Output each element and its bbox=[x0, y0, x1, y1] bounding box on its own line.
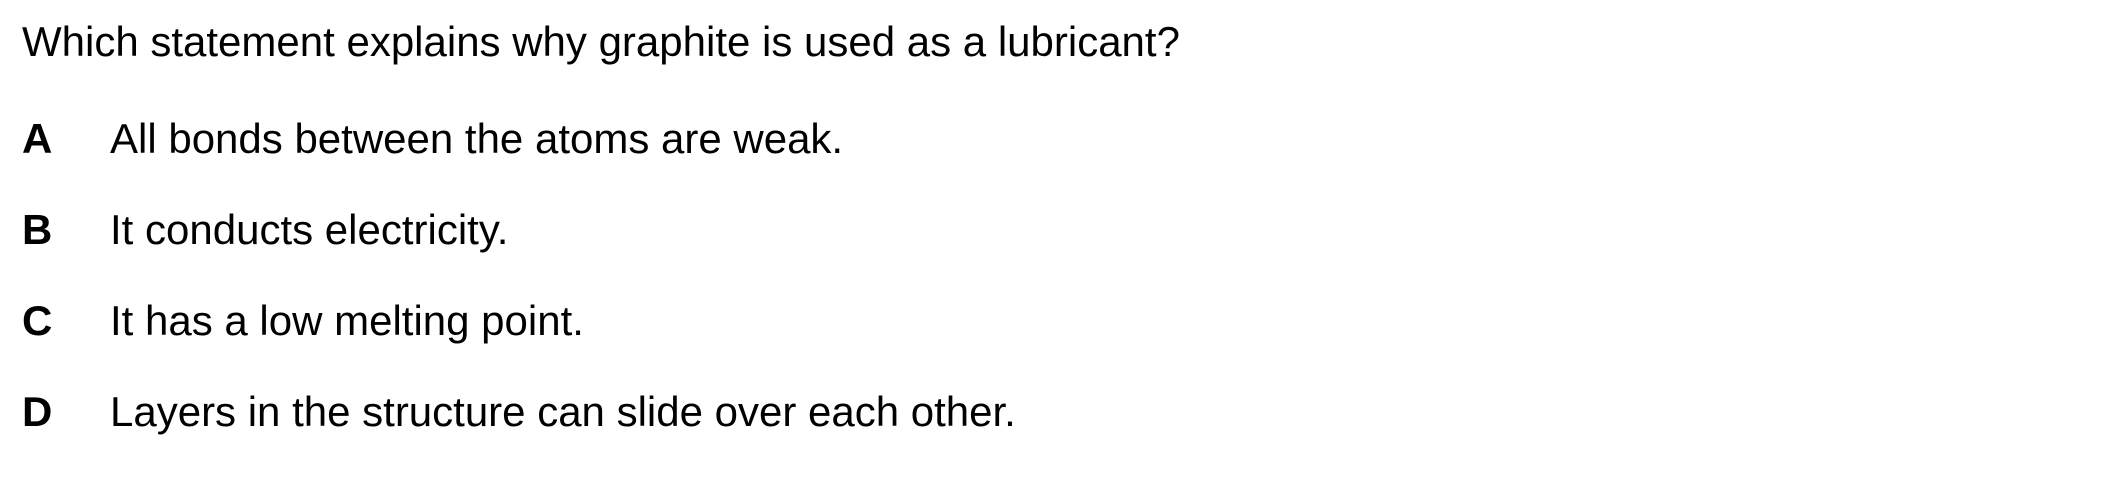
option-letter: A bbox=[22, 115, 53, 162]
option-letter: C bbox=[22, 297, 53, 344]
option-letter: B bbox=[22, 206, 53, 253]
option-a[interactable] bbox=[22, 115, 1016, 206]
option-letter: D bbox=[22, 388, 53, 435]
option-text: All bonds between the atoms are weak. bbox=[110, 115, 844, 162]
option-text: It has a low melting point. bbox=[110, 297, 584, 344]
option-text: It conducts electricity. bbox=[110, 206, 509, 253]
option-d[interactable] bbox=[22, 388, 1016, 479]
option-c[interactable] bbox=[22, 297, 1016, 388]
question-text: Which statement explains why graphite is used as a lubricant? bbox=[22, 18, 1180, 65]
answer-options bbox=[22, 115, 1016, 479]
option-b[interactable] bbox=[22, 206, 1016, 297]
option-text: Layers in the structure can slide over each other. bbox=[110, 388, 1016, 435]
